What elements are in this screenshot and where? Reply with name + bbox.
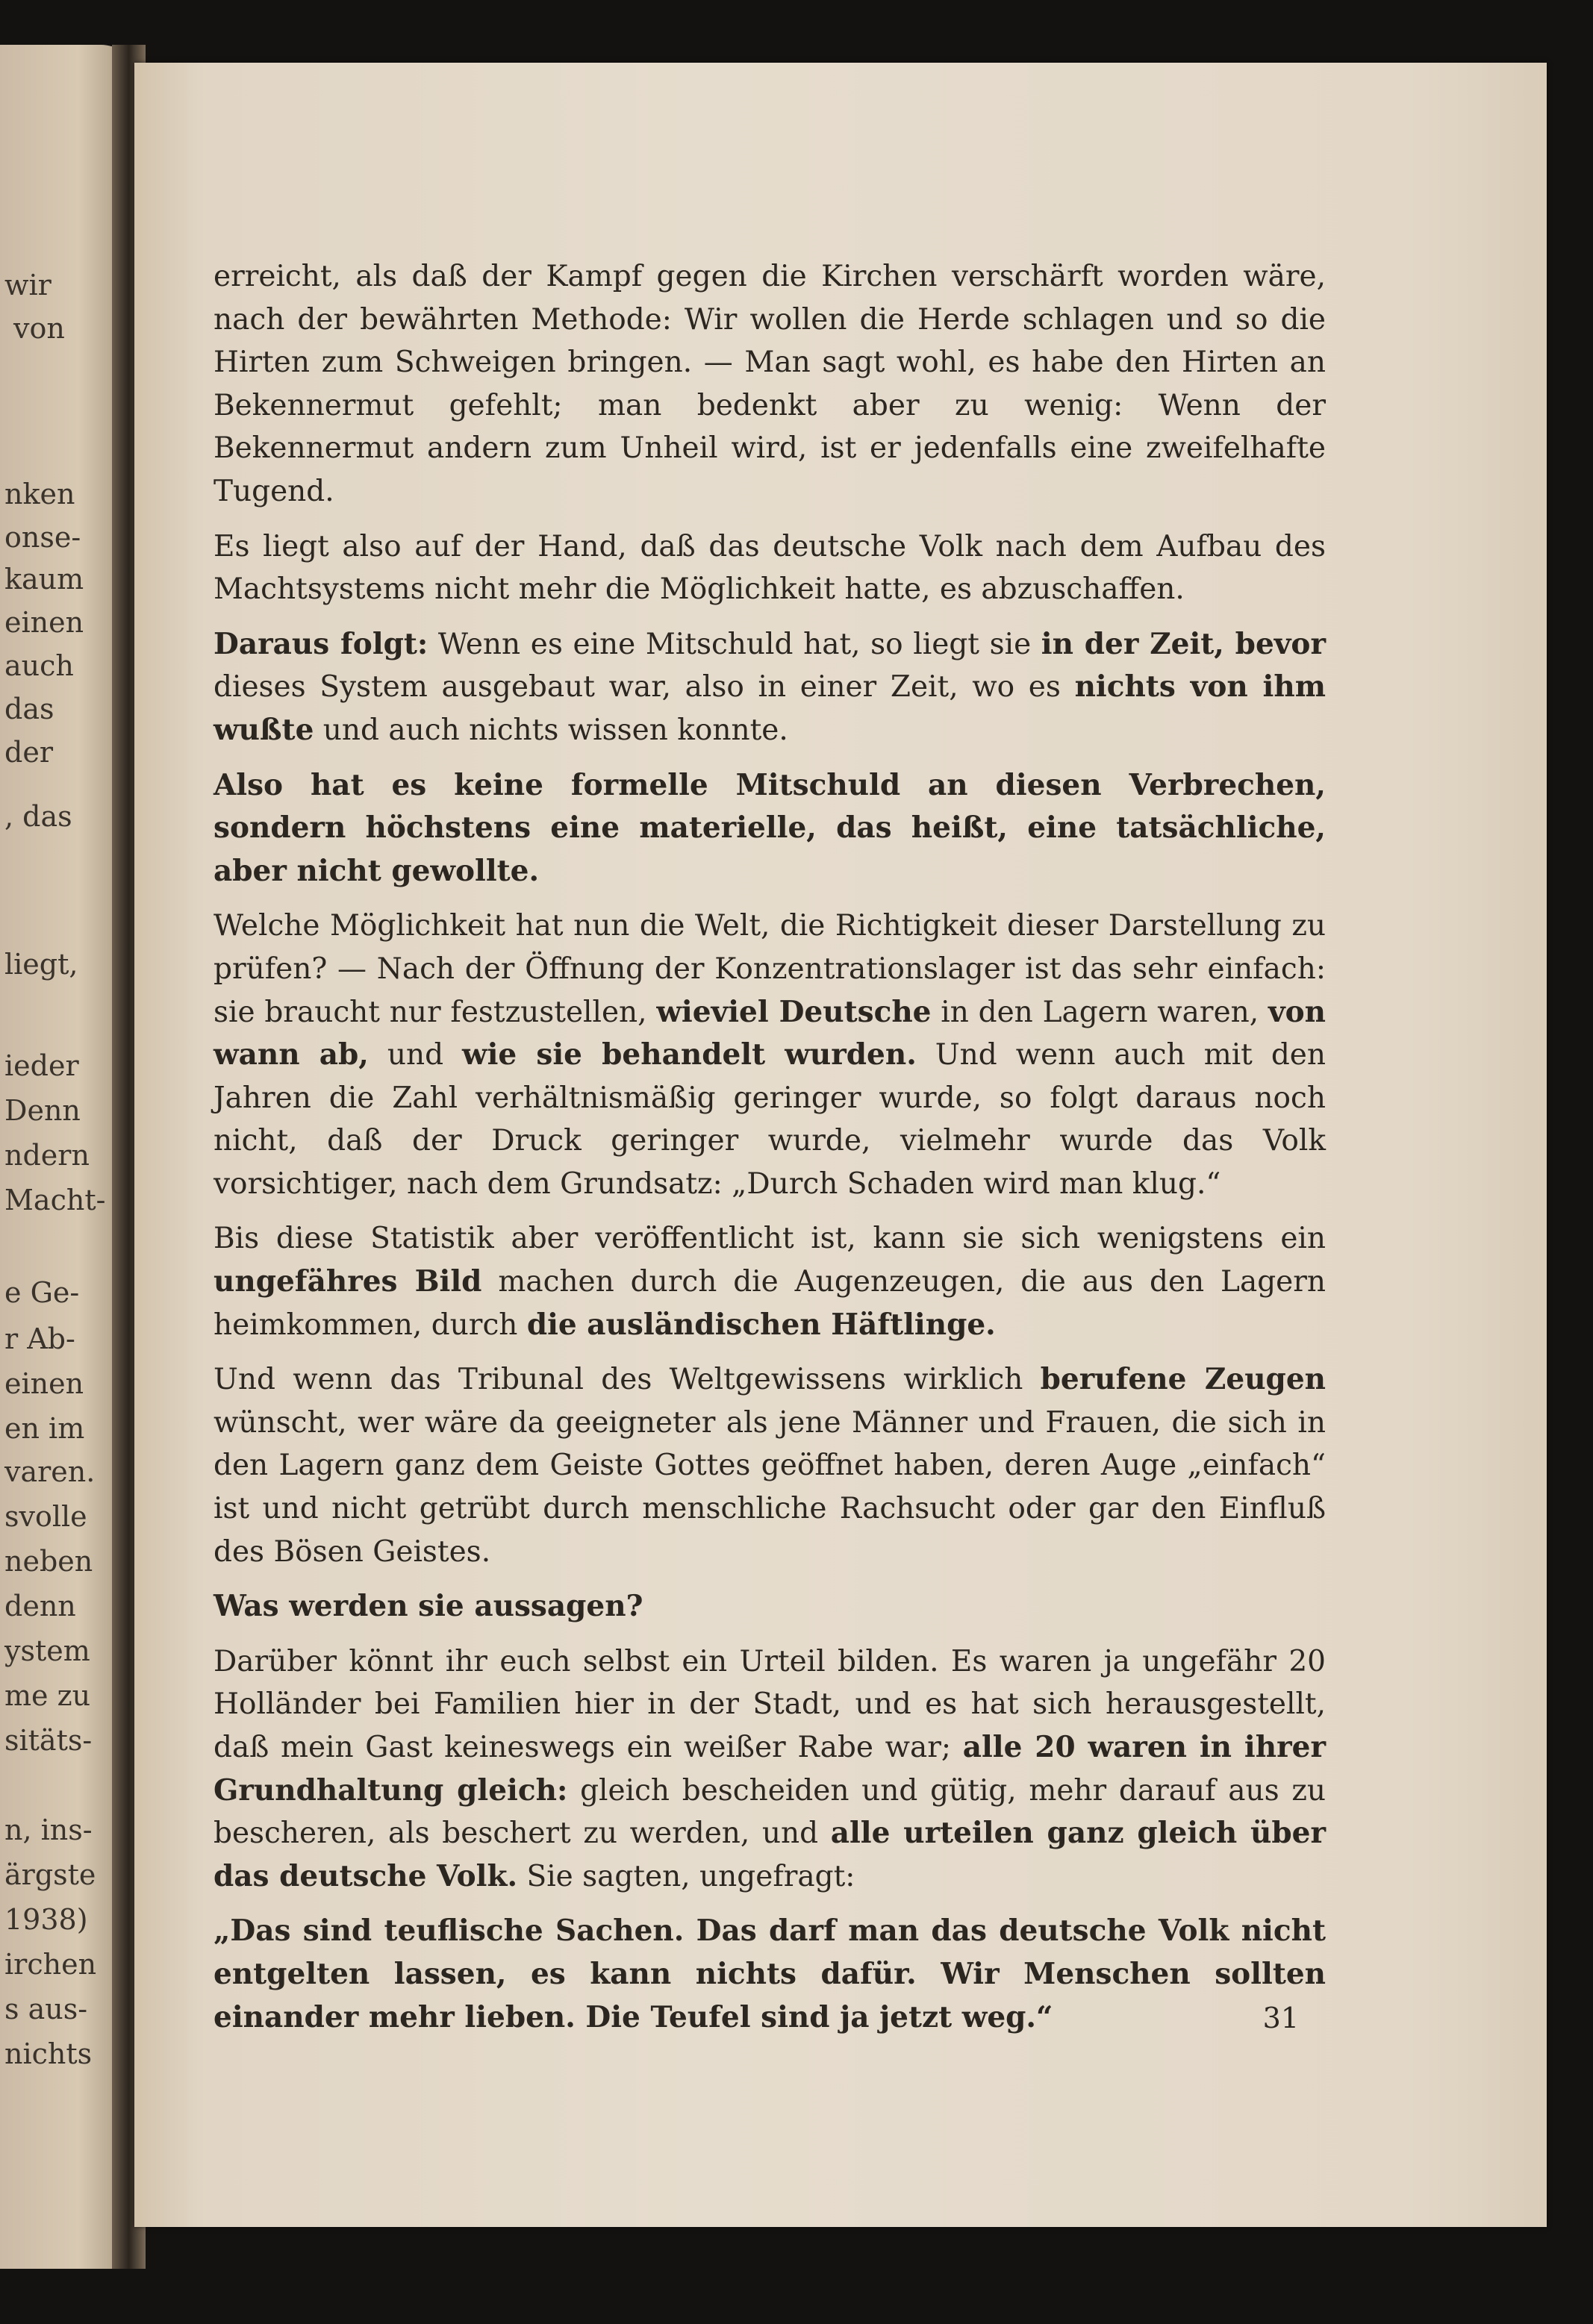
left-page-line: ärgste bbox=[4, 1858, 96, 1891]
left-page-line: Denn bbox=[4, 1094, 81, 1127]
left-page-line: n, ins- bbox=[4, 1814, 93, 1846]
left-page-edge bbox=[0, 45, 131, 2269]
left-page-line: auch bbox=[4, 649, 74, 682]
left-page-line: irchen bbox=[4, 1948, 97, 1981]
paragraph: Darüber könnt ihr euch selbst ein Urteil bilden. Es waren ja ungefähr 20 Holländer bei Familien hier in der Stadt, und es hat sich herausgestellt, daß mein Gast keineswegs ein weißer Rabe war; alle 20 waren in ihrer Grundhaltung gleich: gleich bescheiden und gütig, mehr darauf aus zu bescheren, als beschert zu werden, und alle urteilen ganz gleich über das deutsche Volk. Sie sagten, ungefragt: bbox=[213, 1644, 1326, 1893]
left-page-line: onse- bbox=[4, 521, 81, 554]
left-page-line: varen. bbox=[4, 1455, 96, 1488]
left-page-line: sitäts- bbox=[4, 1724, 93, 1757]
left-page-line: en im bbox=[4, 1412, 85, 1445]
left-page-line: ystem bbox=[4, 1634, 90, 1667]
bold-paragraph: Also hat es keine formelle Mitschuld an diesen Verbrechen, sondern höchstens eine materielle, das heißt, eine tatsächliche, aber nicht gewollte. bbox=[213, 767, 1326, 888]
left-page-line: nichts bbox=[4, 2037, 93, 2070]
paragraph: erreicht, als daß der Kampf gegen die Kirchen verschärft worden wäre, nach der bewährten Methode: Wir wollen die Herde schlagen und so die Hirten zum Schweigen bringen. — Man sagt wohl, es habe den Hirten an Bekennermut gefehlt; man bedenkt aber zu wenig: Wenn der Bekennermut andern zum Unheil wird, ist er jedenfalls eine zweifelhafte Tugend. bbox=[213, 260, 1326, 508]
left-page-line: Macht- bbox=[4, 1184, 106, 1216]
quote-paragraph: „Das sind teuflische Sachen. Das darf man das deutsche Volk nicht entgelten lassen, es kann nichts dafür. Wir Menschen sollten einander mehr lieben. Die Teufel sind ja jetzt weg.“ bbox=[213, 1914, 1326, 2034]
left-page-line: nken bbox=[4, 478, 75, 510]
left-page-line: von bbox=[13, 312, 65, 345]
book-page bbox=[134, 63, 1547, 2227]
left-page-line: liegt, bbox=[4, 948, 78, 981]
left-page-line: der bbox=[4, 736, 53, 769]
left-page-line: einen bbox=[4, 1367, 84, 1400]
section-question: Was werden sie aussagen? bbox=[213, 1589, 643, 1624]
left-page-line: denn bbox=[4, 1590, 76, 1622]
left-page-line: neben bbox=[4, 1545, 93, 1578]
paragraph: Es liegt also auf der Hand, daß das deutsche Volk nach dem Aufbau des Machtsystems nicht mehr die Möglichkeit hatte, es abzuschaffen. bbox=[213, 529, 1326, 607]
left-page-line: einen bbox=[4, 606, 84, 639]
left-page-line: wir bbox=[4, 269, 52, 302]
paragraph: Und wenn das Tribunal des Weltgewissens wirklich berufene Zeugen wünscht, wer wäre da geeigneter als jene Männer und Frauen, die sich in den Lagern ganz dem Geiste Gottes geöffnet haben, deren Auge „einfach“ ist und nicht getrübt durch menschliche Rachsucht oder gar den Einfluß des Bösen Geistes. bbox=[213, 1362, 1326, 1569]
left-page-line: s aus- bbox=[4, 1993, 88, 2025]
left-page-line: das bbox=[4, 693, 54, 725]
paragraph: Daraus folgt: Wenn es eine Mitschuld hat, so liegt sie in der Zeit, bevor dieses System ausgebaut war, also in einer Zeit, wo es nichts von ihm wußte und auch nichts wissen konnte. bbox=[213, 626, 1326, 747]
paragraph: Welche Möglichkeit hat nun die Welt, die Richtigkeit dieser Darstellung zu prüfen? — Nach der Öffnung der Konzentrationslager ist das sehr einfach: sie braucht nur festzustellen, wieviel Deutsche in den Lagern waren, von wann ab, und wie sie behandelt wurden. Und wenn auch mit den Jahren die Zahl verhältnismäßig geringer wurde, so folgt daraus noch nicht, daß der Druck geringer wurde, vielmehr wurde das Volk vorsichtiger, nach dem Grundsatz: „Durch Schaden wird man klug.“ bbox=[213, 909, 1327, 1201]
paragraph: Bis diese Statistik aber veröffentlicht ist, kann sie sich wenigstens ein ungefähres Bild machen durch die Augenzeugen, die aus den Lagern heimkommen, durch die ausländischen Häftlinge. bbox=[213, 1222, 1326, 1342]
left-page-line: 1938) bbox=[4, 1903, 88, 1936]
left-page-line: me zu bbox=[4, 1679, 91, 1712]
left-page-line: ieder bbox=[4, 1049, 79, 1082]
left-page-line: kaum bbox=[4, 563, 84, 596]
left-page-line: , das bbox=[4, 800, 72, 833]
left-page-line: ndern bbox=[4, 1139, 90, 1172]
page-number: 31 bbox=[1262, 2002, 1299, 2034]
left-page-line: e Ge- bbox=[4, 1276, 80, 1309]
left-page-line: r Ab- bbox=[4, 1322, 75, 1355]
left-page-line: svolle bbox=[4, 1500, 87, 1533]
page-body bbox=[213, 255, 1326, 2051]
